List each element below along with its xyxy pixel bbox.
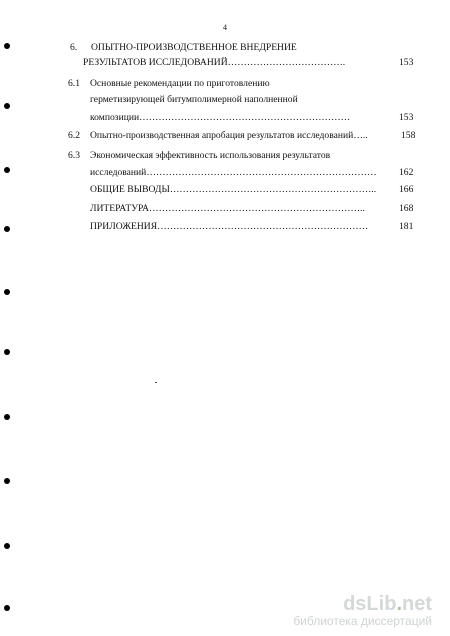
toc-entry-6-1-leader: ………………………………………………………… bbox=[139, 112, 351, 123]
toc-entry-6-page: 153 bbox=[399, 57, 414, 68]
page-number: 4 bbox=[223, 23, 227, 32]
toc-entry-6-3-title-line1: Экономическая эффективность использования результатов bbox=[90, 150, 331, 161]
toc-entry-6-3-page: 162 bbox=[399, 167, 414, 178]
toc-entry-literature-leader: ………………………………………………………….. bbox=[149, 203, 365, 214]
dslib-watermark bbox=[293, 594, 432, 628]
toc-entry-6-1-title-line1: Основные рекомендации по приготовлению bbox=[90, 78, 270, 89]
toc-entry-6-number: 6. bbox=[70, 42, 78, 53]
watermark-subtitle: библиотека диссертаций bbox=[293, 614, 432, 628]
punch-hole-mark bbox=[4, 349, 10, 355]
toc-entry-literature-page: 168 bbox=[399, 203, 414, 214]
toc-entry-6-2-leader: ….. bbox=[353, 130, 368, 141]
toc-entry-6-1-page: 153 bbox=[399, 112, 414, 123]
punch-hole-mark bbox=[4, 226, 10, 232]
toc-entry-appendix-title: ПРИЛОЖЕНИЯ………………………………………………………… bbox=[90, 221, 369, 232]
scan-speck bbox=[155, 382, 157, 383]
punch-hole-mark bbox=[4, 478, 10, 484]
toc-entry-6-2-number: 6.2 bbox=[68, 130, 80, 141]
toc-entry-literature-title: ЛИТЕРАТУРА………………………………………………………….. bbox=[90, 203, 365, 214]
punch-hole-mark bbox=[4, 289, 10, 295]
toc-entry-6-1-title-line3: композиции………………………………………………………… bbox=[90, 112, 351, 123]
toc-entry-appendix-page: 181 bbox=[399, 221, 414, 232]
toc-entry-6-2-title: Опытно-производственная апробация результатов исследований….. bbox=[90, 130, 368, 141]
toc-entry-conclusions-title: ОБЩИЕ ВЫВОДЫ……………………………………………………….. bbox=[90, 184, 377, 195]
toc-entry-6-3-leader: ……………………………………………………………… bbox=[146, 167, 377, 178]
punch-hole-mark bbox=[4, 543, 10, 549]
toc-entry-6-leader: ………………………………. bbox=[227, 57, 346, 68]
toc-entry-6-2-page: 158 bbox=[401, 130, 416, 141]
toc-entry-conclusions-page: 166 bbox=[399, 184, 414, 195]
toc-entry-6-title-line2: РЕЗУЛЬТАТОВ ИССЛЕДОВАНИЙ………………………………. bbox=[83, 57, 346, 68]
toc-entry-appendix-leader: ………………………………………………………… bbox=[157, 221, 369, 232]
toc-entry-6-1-number: 6.1 bbox=[68, 78, 80, 89]
toc-entry-conclusions-leader: ……………………………………………………….. bbox=[169, 184, 377, 195]
watermark-logo: dsLib.net bbox=[343, 593, 432, 615]
toc-entry-6-title-line1: ОПЫТНО-ПРОИЗВОДСТВЕННОЕ ВНЕДРЕНИЕ bbox=[91, 42, 297, 53]
punch-hole-mark bbox=[4, 414, 10, 420]
toc-entry-6-3-number: 6.3 bbox=[68, 150, 80, 161]
punch-hole-mark bbox=[4, 103, 10, 109]
punch-hole-mark bbox=[4, 43, 10, 49]
toc-entry-6-3-title-line2: исследований……………………………………………………………… bbox=[90, 167, 377, 178]
toc-entry-6-1-title-line2: герметизирующей битумполимерной наполненной bbox=[90, 94, 298, 105]
punch-hole-mark bbox=[4, 605, 10, 611]
punch-hole-mark bbox=[4, 167, 10, 173]
